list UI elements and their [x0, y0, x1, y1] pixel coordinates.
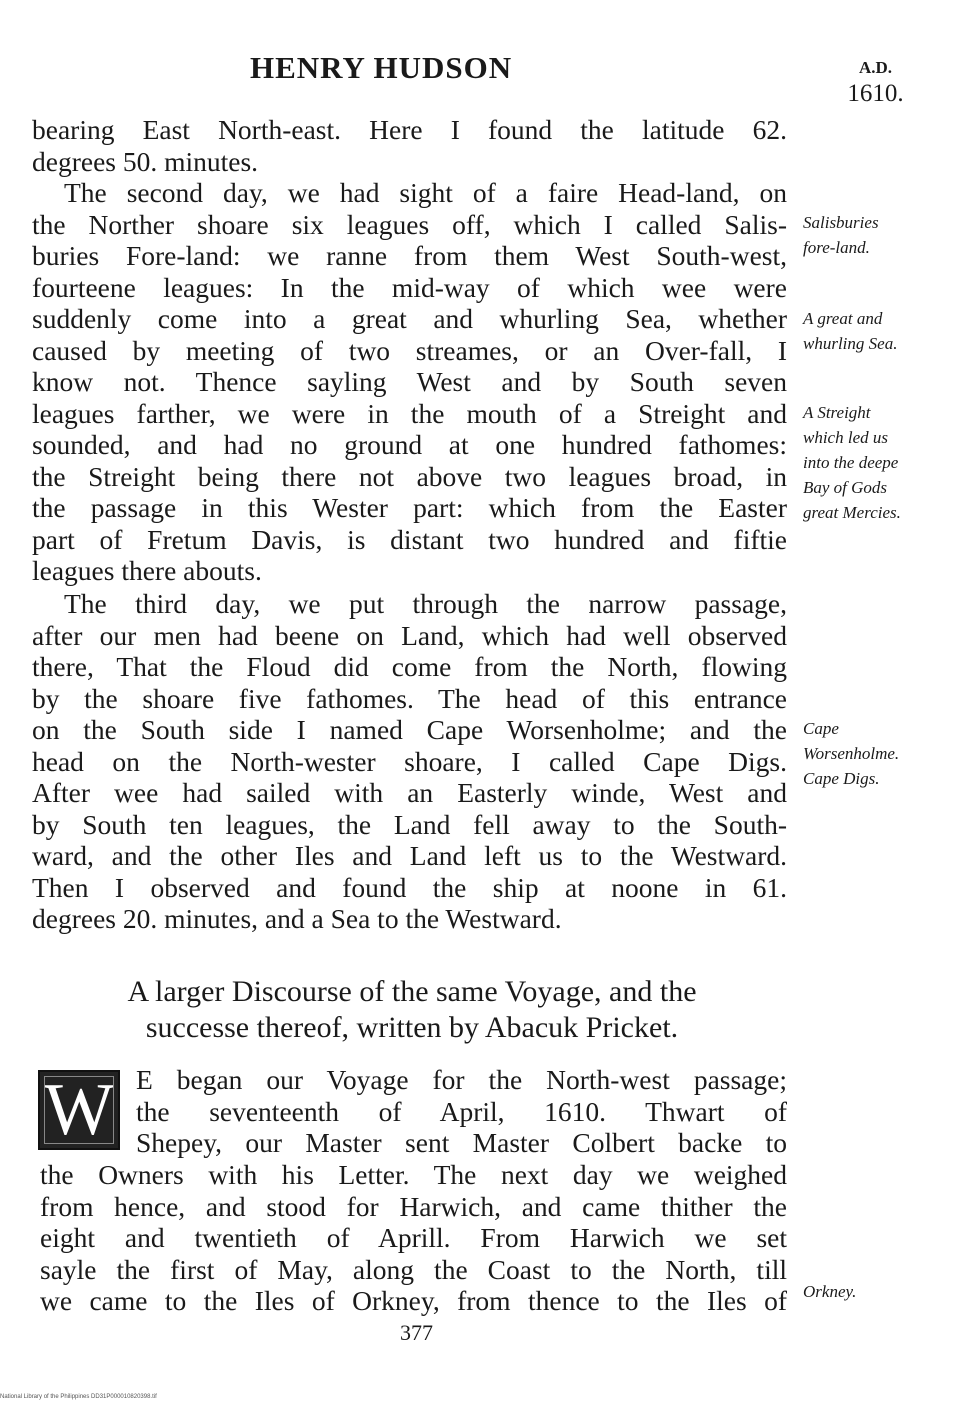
text-line: leagues there abouts. [32, 555, 262, 586]
text-line: leagues farther, we were in the mouth of a Streight and [32, 397, 787, 429]
text-line: eight and twentieth of Aprill. From Harwich we set [40, 1222, 787, 1253]
note-line: A Streight [803, 403, 871, 422]
text-line: there, That the Floud did come from the North, flowing [32, 651, 787, 682]
running-head: HENRY HUDSON [250, 50, 513, 85]
note-capes [803, 716, 899, 791]
note-line: great Mercies. [803, 503, 901, 522]
note-great-sea [803, 306, 897, 356]
note-line: which led us [803, 428, 888, 447]
note-salisburies [803, 210, 879, 260]
text-line: degrees 50. minutes. [32, 145, 259, 177]
paragraph-3 [40, 1159, 787, 1317]
paragraph-2 [32, 588, 787, 935]
text-line: sayle the first of May, along the Coast to the North, till [40, 1253, 787, 1285]
text-line: buries Fore-land: we ranne from them West South-west, [32, 240, 787, 271]
year-block [838, 58, 913, 108]
text-line: the Streight being there not above two leagues broad, in [32, 460, 787, 492]
text-line: The third day, we put through the narrow passage, [64, 588, 787, 619]
note-line: Worsenholme. [803, 744, 900, 763]
text-line: caused by meeting of two streames, or an Over-fall, I [32, 334, 787, 366]
note-line: A great and [803, 309, 883, 328]
note-line: fore-land. [803, 238, 870, 257]
text-line: After wee had sailed with an Easterly winde, West and [32, 777, 787, 808]
text-line: E began our Voyage for the North-west passage; [136, 1064, 787, 1095]
text-line: by the shoare five fathomes. The head of this entrance [32, 682, 787, 714]
note-line: into the deepe [803, 453, 899, 472]
note-line: Salisburies [803, 213, 879, 232]
drop-cap: W [38, 1070, 120, 1150]
text-line: The second day, we had sight of a faire Head-land, on [64, 177, 787, 208]
paragraph-1 [32, 114, 787, 587]
text-line: know not. Thence sayling West and by South seven [32, 366, 787, 397]
text-line: on the South side I named Cape Worsenholme; and the [32, 714, 787, 745]
text-line: head on the North-wester shoare, I called Cape Digs. [32, 745, 787, 777]
note-line: Cape Digs. [803, 769, 880, 788]
year-ad: A.D. [858, 58, 893, 77]
text-line: part of Fretum Davis, is distant two hundred and fiftie [32, 523, 787, 555]
paragraph-3-indented [136, 1064, 787, 1159]
text-line: Shepey, our Master sent Master Colbert backe to [136, 1127, 787, 1158]
note-line: whurling Sea. [803, 334, 898, 353]
text-line: we came to the Iles of Orkney, from thence to the Iles of [40, 1285, 787, 1316]
text-line: the Owners with his Letter. The next day we weighed [40, 1159, 787, 1190]
note-line: Cape [803, 719, 839, 738]
text-line: fourteene leagues: In the mid-way of which wee were [32, 271, 787, 303]
text-line: bearing East North-east. Here I found the latitude 62. [32, 114, 787, 145]
text-line: ward, and the other Iles and Land left us to the Westward. [32, 840, 787, 871]
section-heading [36, 974, 788, 1046]
text-line: by South ten leagues, the Land fell away to the South- [32, 808, 787, 840]
text-line: suddenly come into a great and whurling Sea, whether [32, 303, 787, 334]
text-line: after our men had beene on Land, which had well observed [32, 619, 787, 651]
note-streight [803, 400, 901, 525]
text-line: the Norther shoare six leagues off, which I called Salis- [32, 208, 787, 240]
heading-line-2: successe thereof, written by Abacuk Pricket. [145, 1011, 679, 1044]
scan-footer: National Library of the Philippines DD31P000010820398.tif [0, 1394, 157, 1400]
page-number: 377 [400, 1320, 433, 1345]
note-line: Orkney. [803, 1282, 857, 1301]
note-line: Bay of Gods [803, 478, 888, 497]
year-number: 1610. [847, 80, 904, 107]
text-line: Then I observed and found the ship at noone in 61. [32, 871, 787, 903]
text-line: the seventeenth of April, 1610. Thwart of [136, 1095, 787, 1127]
note-orkney [803, 1279, 856, 1304]
heading-line-1: A larger Discourse of the same Voyage, and the [127, 975, 697, 1008]
text-line: sounded, and had no ground at one hundred fathomes: [32, 429, 787, 460]
text-line: degrees 20. minutes, and a Sea to the Westward. [32, 903, 562, 934]
text-line: the passage in this Wester part: which from the Easter [32, 492, 787, 523]
text-line: from hence, and stood for Harwich, and came thither the [40, 1190, 787, 1222]
